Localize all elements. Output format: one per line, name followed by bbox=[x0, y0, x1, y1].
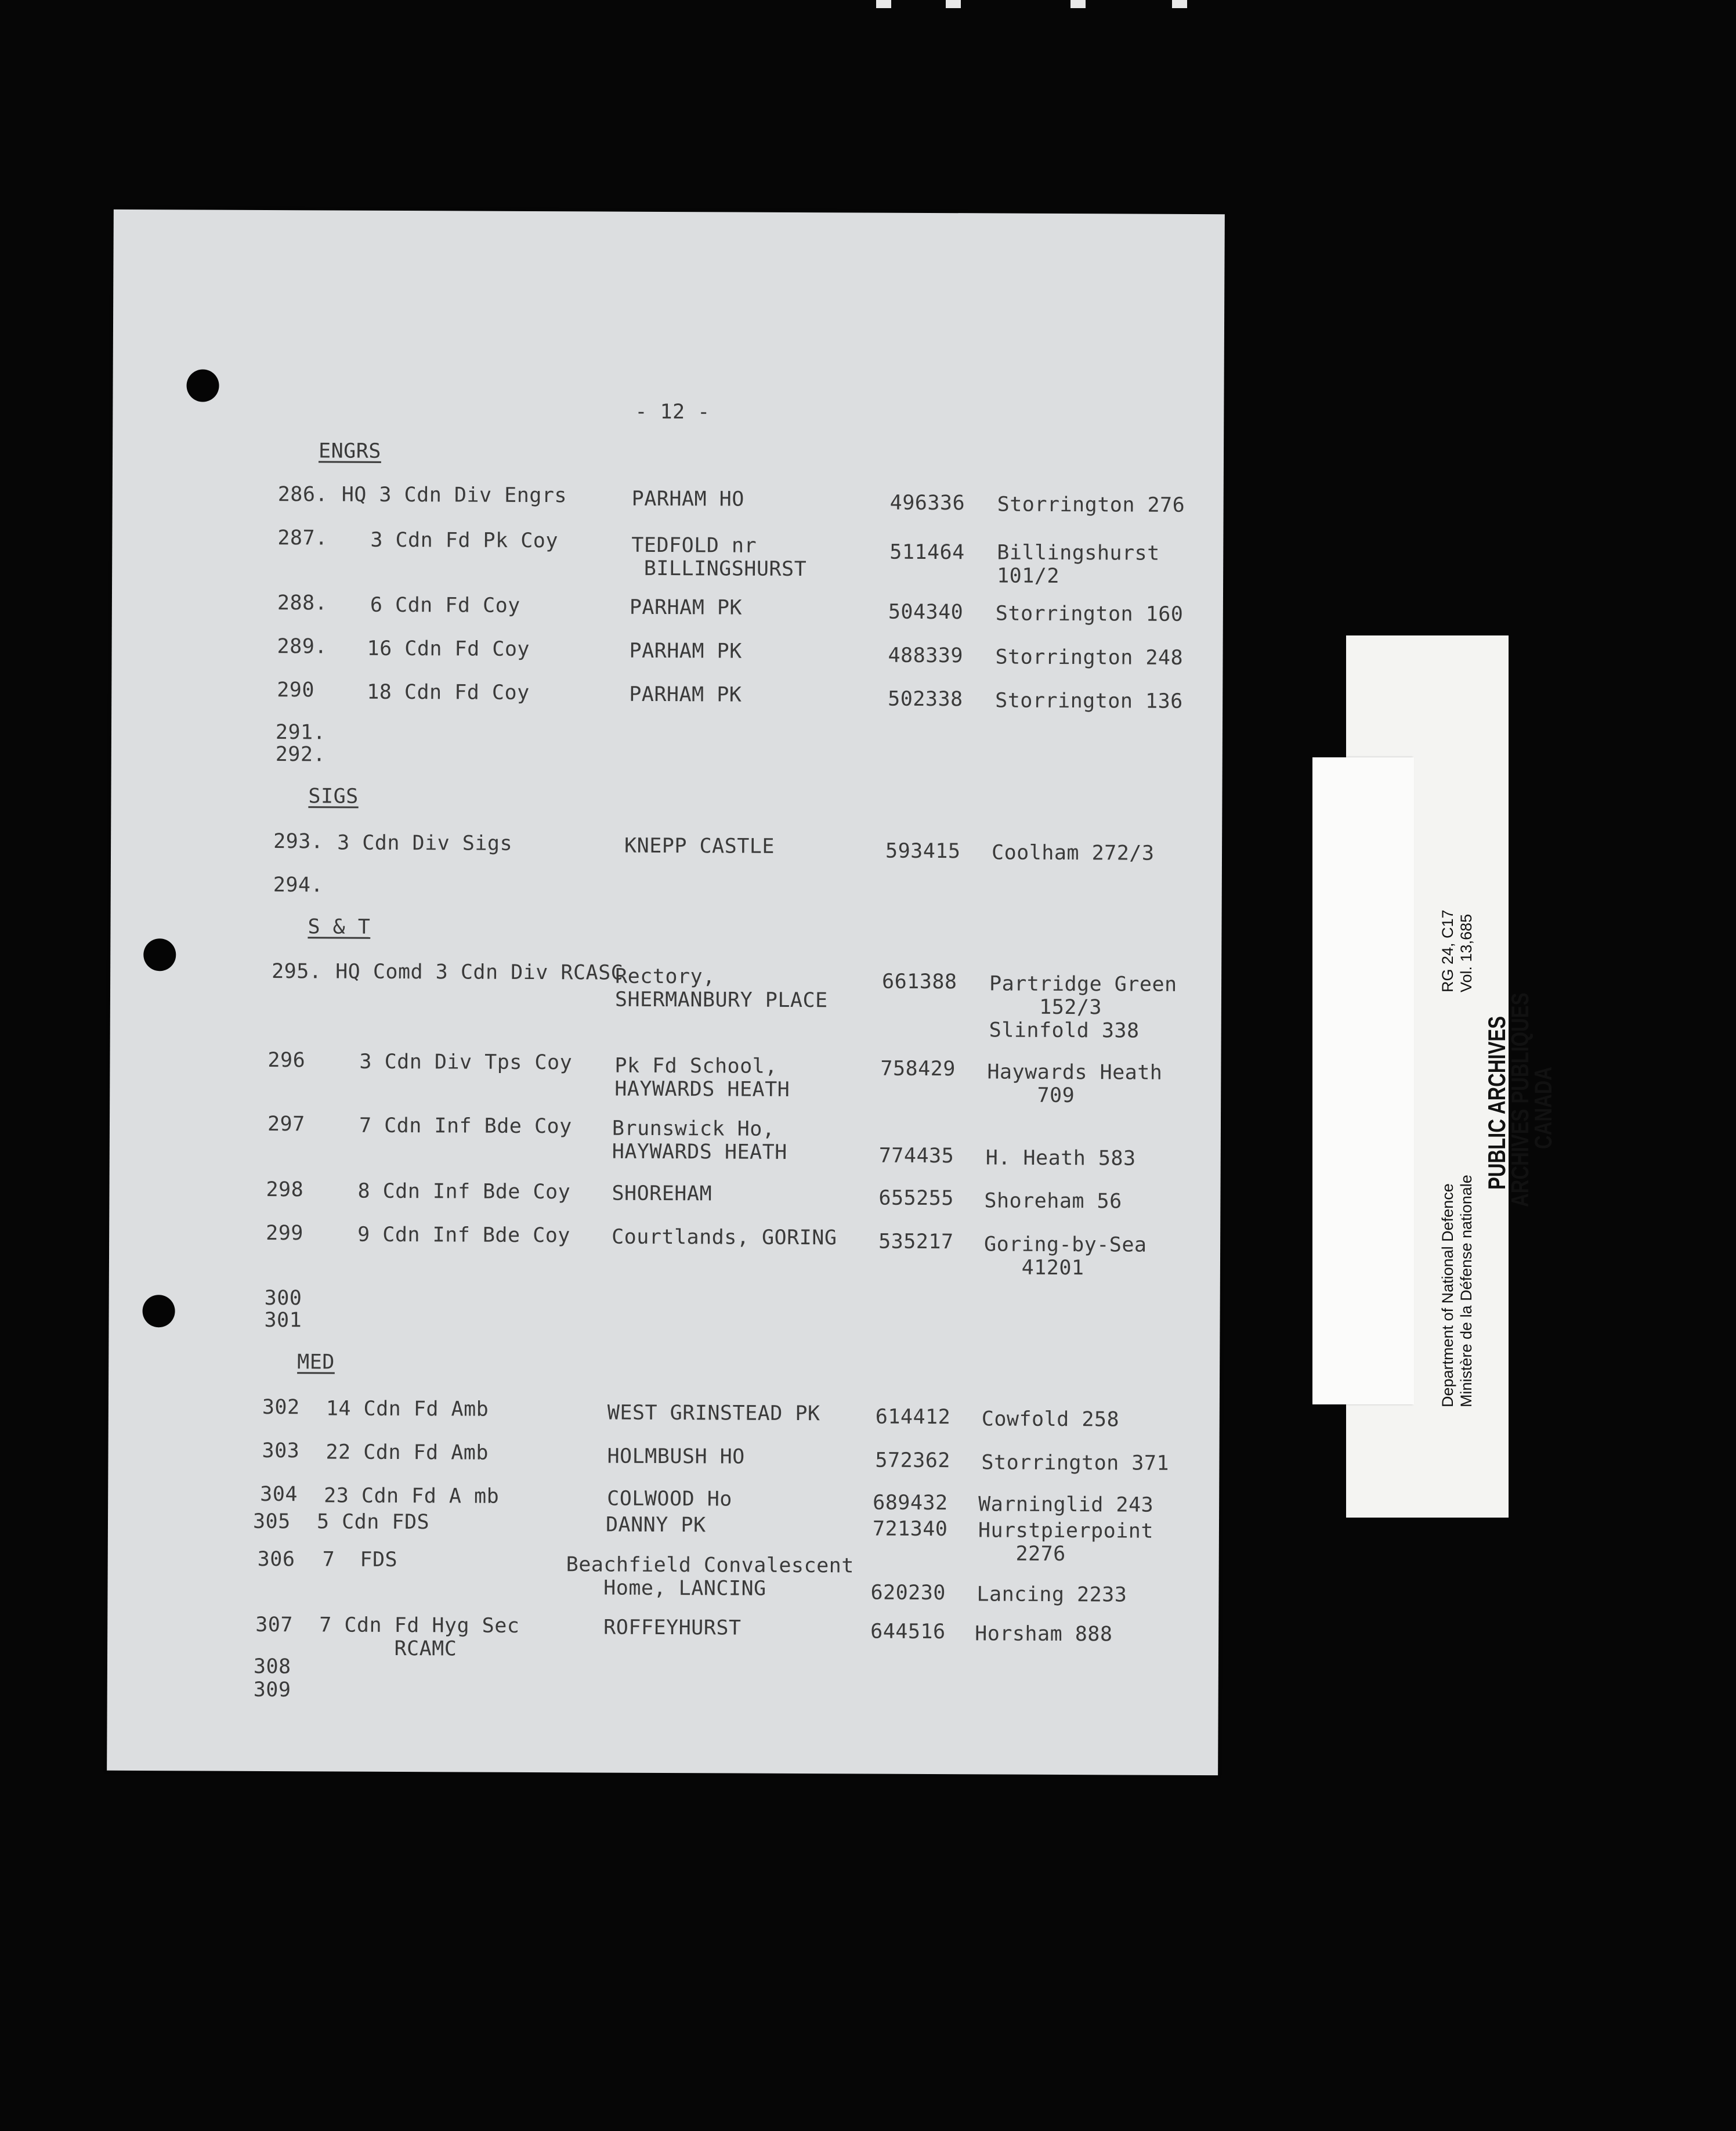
section-heading: ENGRS bbox=[318, 439, 382, 463]
map-reference: 620230 bbox=[870, 1581, 946, 1605]
page-number: - 12 - bbox=[635, 400, 710, 424]
location: HOLMBUSH HO bbox=[607, 1444, 745, 1469]
map-reference: 504340 bbox=[888, 600, 964, 624]
map-reference: 502338 bbox=[888, 687, 963, 711]
unit-name: 3 Cdn Fd Pk Coy bbox=[370, 528, 559, 553]
location: WEST GRINSTEAD PK bbox=[607, 1401, 820, 1426]
section-heading: SIGS bbox=[308, 785, 359, 808]
map-reference: 572362 bbox=[875, 1449, 951, 1473]
punch-hole bbox=[142, 1295, 175, 1327]
telephone: Storrington 248 bbox=[995, 645, 1184, 670]
unit-name: 7 FDS bbox=[322, 1548, 398, 1572]
row-number: 290 bbox=[277, 678, 315, 702]
unit-name: 18 Cdn Fd Coy bbox=[367, 680, 530, 705]
row-number: 287. bbox=[277, 526, 328, 550]
unit-name: 14 Cdn Fd Amb bbox=[326, 1397, 489, 1421]
telephone: Storrington 371 bbox=[981, 1451, 1170, 1475]
film-mark bbox=[1070, 0, 1086, 8]
section-heading: MED bbox=[297, 1350, 335, 1374]
unit-name: 7 Cdn Inf Bde Coy bbox=[359, 1114, 572, 1139]
archive-title-en: PUBLIC ARCHIVES bbox=[1483, 1016, 1510, 1190]
map-reference: 655255 bbox=[878, 1186, 954, 1211]
film-mark bbox=[1172, 0, 1187, 8]
row-number: 289. bbox=[277, 635, 327, 659]
map-reference: 535217 bbox=[878, 1230, 954, 1254]
row-number: 298 bbox=[266, 1178, 304, 1202]
unit-name: HQ Comd 3 Cdn Div RCASC bbox=[335, 960, 624, 985]
archive-record-group: RG 24, C17 bbox=[1439, 909, 1456, 992]
row-number: 297 bbox=[267, 1113, 305, 1136]
section-heading: S & T bbox=[308, 915, 371, 939]
unit-name: 7 Cdn Fd Hyg Sec RCAMC bbox=[319, 1613, 520, 1661]
row-number: 293. bbox=[273, 830, 324, 854]
punch-hole bbox=[186, 369, 219, 402]
map-reference: 614412 bbox=[875, 1405, 951, 1429]
row-number: 308 bbox=[253, 1655, 291, 1679]
unit-name: 22 Cdn Fd Amb bbox=[326, 1440, 489, 1465]
row-number: 301 bbox=[264, 1308, 302, 1332]
telephone: Lancing 2233 bbox=[976, 1583, 1127, 1607]
row-number: 309 bbox=[253, 1678, 291, 1702]
archive-department-fr: Ministère de la Défense nationale bbox=[1457, 1175, 1475, 1407]
unit-name: 3 Cdn Div Tps Coy bbox=[359, 1050, 573, 1075]
location: KNEPP CASTLE bbox=[624, 834, 775, 858]
location: Brunswick Ho, HAYWARDS HEATH bbox=[612, 1117, 787, 1164]
telephone: Storrington 160 bbox=[995, 602, 1184, 626]
unit-name: 8 Cdn Inf Bde Coy bbox=[357, 1179, 571, 1204]
telephone: Warninglid 243 bbox=[978, 1493, 1154, 1517]
map-reference: 689432 bbox=[873, 1491, 948, 1515]
location: Pk Fd School, HAYWARDS HEATH bbox=[614, 1054, 790, 1101]
row-number: 306 bbox=[257, 1547, 295, 1572]
unit-name: 23 Cdn Fd A mb bbox=[324, 1484, 500, 1508]
film-mark bbox=[876, 0, 891, 8]
map-reference: 644516 bbox=[870, 1620, 946, 1644]
telephone: Goring-by-Sea 41201 bbox=[983, 1233, 1147, 1280]
archive-title-fr: ARCHIVES PUBLIQUES bbox=[1506, 992, 1534, 1207]
telephone: Shoreham 56 bbox=[984, 1189, 1122, 1213]
row-number: 294. bbox=[273, 873, 324, 897]
telephone: Billingshurst 101/2 bbox=[997, 541, 1160, 588]
row-number: 307 bbox=[255, 1613, 294, 1637]
telephone: Horsham 888 bbox=[975, 1622, 1113, 1646]
map-reference: 488339 bbox=[888, 644, 964, 668]
map-reference: 496336 bbox=[889, 491, 965, 515]
punch-hole bbox=[143, 938, 176, 971]
row-number: 303 bbox=[262, 1439, 300, 1463]
row-number: 295. bbox=[272, 960, 322, 984]
row-number: 299 bbox=[266, 1221, 303, 1245]
location: PARHAM PK bbox=[629, 639, 742, 663]
location: Beachfield Convalescent Home, LANCING bbox=[566, 1553, 854, 1601]
location: Rectory, SHERMANBURY PLACE bbox=[614, 965, 828, 1013]
telephone: Partridge Green 152/3 Slinfold 338 bbox=[989, 972, 1177, 1043]
row-number: 296 bbox=[267, 1049, 306, 1072]
row-number: 302 bbox=[262, 1395, 300, 1420]
unit-name: 9 Cdn Inf Bde Coy bbox=[357, 1223, 570, 1248]
row-number: 300 bbox=[264, 1286, 302, 1310]
film-mark bbox=[946, 0, 961, 8]
row-number: 305 bbox=[252, 1509, 291, 1534]
archive-label bbox=[1426, 833, 1670, 1413]
archive-country: CANADA bbox=[1529, 1067, 1557, 1149]
row-number: 291. bbox=[275, 721, 326, 745]
location: DANNY PK bbox=[605, 1513, 706, 1537]
telephone: Hurstpierpoint 2276 bbox=[978, 1519, 1154, 1566]
telephone: Coolham 272/3 bbox=[991, 841, 1155, 865]
location: PARHAM HO bbox=[631, 487, 744, 511]
archive-department-en: Department of National Defence bbox=[1439, 1183, 1456, 1407]
row-number: 286. bbox=[277, 483, 328, 507]
location: PARHAM PK bbox=[629, 682, 742, 707]
row-number: 304 bbox=[260, 1482, 298, 1507]
row-number: 292. bbox=[275, 743, 326, 767]
unit-name: 5 Cdn FDS bbox=[316, 1510, 430, 1534]
unit-name: 3 Cdn Div Sigs bbox=[337, 831, 513, 855]
location: TEDFOLD nr BILLINGSHURST bbox=[631, 533, 807, 581]
telephone: Cowfold 258 bbox=[981, 1407, 1120, 1432]
map-reference: 774435 bbox=[878, 1144, 954, 1168]
row-number: 288. bbox=[277, 591, 328, 615]
telephone: Storrington 276 bbox=[997, 493, 1185, 517]
telephone: Storrington 136 bbox=[995, 689, 1183, 713]
location: COLWOOD Ho bbox=[607, 1487, 732, 1511]
archive-volume: Vol. 13,685 bbox=[1457, 913, 1475, 992]
document-page bbox=[107, 210, 1225, 1775]
location: ROFFEYHURST bbox=[603, 1616, 742, 1640]
location: SHOREHAM bbox=[612, 1182, 713, 1206]
unit-name: 6 Cdn Fd Coy bbox=[370, 593, 520, 617]
unit-name: 16 Cdn Fd Coy bbox=[367, 637, 530, 661]
telephone: H. Heath 583 bbox=[985, 1146, 1136, 1171]
map-reference: 593415 bbox=[885, 839, 961, 864]
location: Courtlands, GORING bbox=[612, 1225, 837, 1250]
telephone: Haywards Heath 709 bbox=[987, 1060, 1163, 1108]
map-reference: 661388 bbox=[881, 970, 957, 994]
unit-name: HQ 3 Cdn Div Engrs bbox=[341, 483, 567, 508]
map-reference: 511464 bbox=[889, 540, 965, 565]
archive-label-card bbox=[1312, 757, 1414, 1404]
map-reference: 758429 bbox=[880, 1057, 956, 1081]
location: PARHAM PK bbox=[629, 595, 743, 620]
map-reference: 721340 bbox=[872, 1517, 948, 1541]
